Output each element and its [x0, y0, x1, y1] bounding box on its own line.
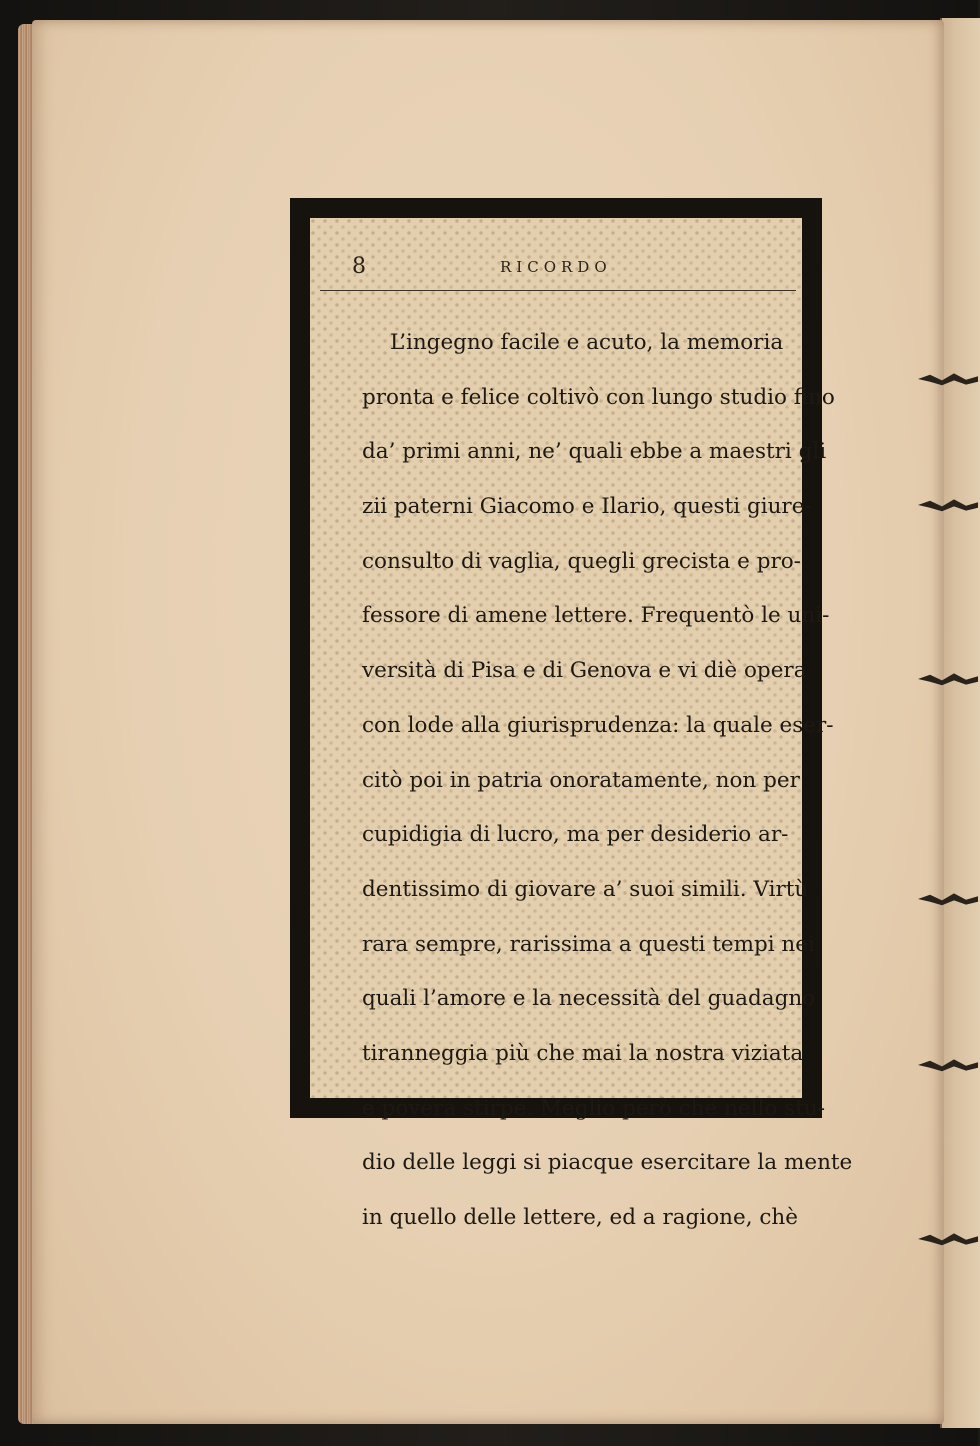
memorial-black-border — [290, 198, 853, 1230]
text-line: versità di Pisa e di Genova e vi diè opera — [362, 658, 807, 684]
text-line: consulto di vaglia, quegli grecista e pro- — [362, 548, 801, 574]
text-line: dentissimo di giovare a’ suoi simili. Virtù — [362, 876, 809, 902]
text-line: tiranneggia più che mai la nostra viziata — [362, 1040, 804, 1066]
page-number: 8 — [352, 254, 366, 279]
text-line: fessore di amene lettere. Frequentò le uni- — [362, 603, 830, 629]
next-page-edge — [940, 18, 980, 1428]
running-title: RICORDO — [500, 258, 612, 276]
text-line: cupidigia di lucro, ma per desiderio ar- — [362, 822, 789, 848]
text-line: L’ingegno facile e acuto, la memoria — [390, 330, 784, 355]
text-line: con lode alla giurisprudenza: la quale eser- — [362, 712, 834, 738]
text-line: in quello delle lettere, ed a ragione, chè — [362, 1205, 798, 1230]
patterned-text-panel — [310, 218, 853, 1230]
text-line: zii paterni Giacomo e Ilario, questi giure- — [362, 494, 812, 520]
text-line: quali l’amore e la necessità del guadagno — [362, 986, 816, 1012]
text-line: pronta e felice coltivò con lungo studio fino — [362, 384, 835, 410]
text-line: e povera stirpe. Meglio però che nello stu- — [362, 1095, 825, 1121]
header-rule — [320, 290, 796, 291]
text-line: rara sempre, rarissima a questi tempi nei — [362, 931, 815, 957]
running-head — [310, 254, 802, 284]
text-line: dio delle leggi si piacque esercitare la mente — [362, 1150, 853, 1176]
text-line: citò poi in patria onoratamente, non per — [362, 767, 800, 793]
text-line: da’ primi anni, ne’ quali ebbe a maestri gli — [362, 439, 827, 465]
body-text — [362, 316, 853, 1246]
